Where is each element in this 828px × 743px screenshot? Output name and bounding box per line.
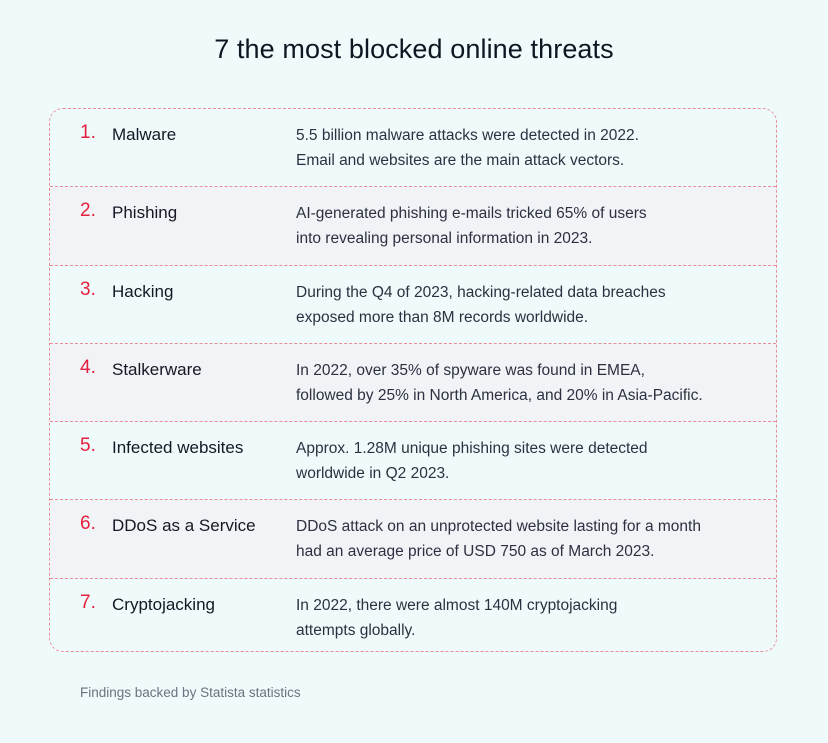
source-note: Findings backed by Statista statistics — [80, 685, 301, 700]
threat-rank: 4. — [80, 356, 96, 378]
threat-row-stalkerware — [50, 344, 776, 422]
threat-name: Cryptojacking — [112, 594, 215, 614]
threat-description-line: AI-generated phishing e-mails tricked 65% of users — [296, 205, 647, 223]
threat-description — [296, 514, 756, 564]
threat-description-line: 5.5 billion malware attacks were detected in 2022. — [296, 127, 639, 144]
threat-row-phishing — [50, 187, 776, 265]
threat-description-line: attempts globally. — [296, 621, 416, 639]
threat-rank: 1. — [80, 122, 96, 143]
threat-rank: 7. — [80, 591, 96, 613]
threat-name: Hacking — [112, 281, 174, 301]
threat-description-line: followed by 25% in North America, and 20% in Asia-Pacific. — [296, 386, 703, 404]
threat-description — [296, 280, 756, 330]
threat-rank: 5. — [80, 435, 96, 457]
threat-row-malware — [50, 109, 776, 187]
threat-description — [296, 201, 756, 251]
threat-description — [296, 358, 756, 408]
threat-description-line: into revealing personal information in 2023. — [296, 230, 593, 248]
threat-row-hacking — [50, 266, 776, 344]
threat-rank: 6. — [80, 513, 96, 535]
threat-row-ddos-as-a-service — [50, 500, 776, 578]
threat-description-line: In 2022, over 35% of spyware was found in EMEA, — [296, 361, 645, 379]
threat-name: Infected websites — [112, 438, 244, 458]
threat-row-infected-websites — [50, 422, 776, 500]
threat-description-line: worldwide in Q2 2023. — [296, 465, 450, 483]
threat-name: Stalkerware — [112, 359, 202, 379]
threat-description-line: During the Q4 of 2023, hacking-related data breaches — [296, 283, 666, 301]
threat-name: Malware — [112, 125, 177, 144]
threats-table — [49, 108, 777, 652]
page-title: 7 the most blocked online threats — [214, 34, 614, 64]
threat-description — [296, 436, 756, 486]
threat-rank: 3. — [80, 278, 96, 300]
threat-description-line: Email and websites are the main attack vectors. — [296, 152, 625, 169]
threat-description — [296, 123, 756, 173]
threat-description-line: had an average price of USD 750 as of March 2023. — [296, 543, 655, 561]
threat-rank: 2. — [80, 200, 96, 222]
threat-description-line: DDoS attack on an unprotected website lasting for a month — [296, 518, 701, 536]
threat-description-line: In 2022, there were almost 140M cryptojacking — [296, 596, 618, 614]
threat-description — [296, 593, 756, 643]
threat-row-cryptojacking — [50, 579, 776, 652]
threat-name: DDoS as a Service — [112, 516, 256, 536]
threat-description-line: Approx. 1.28M unique phishing sites were detected — [296, 440, 648, 458]
threat-description-line: exposed more than 8M records worldwide. — [296, 308, 589, 326]
threat-name: Phishing — [112, 203, 178, 223]
